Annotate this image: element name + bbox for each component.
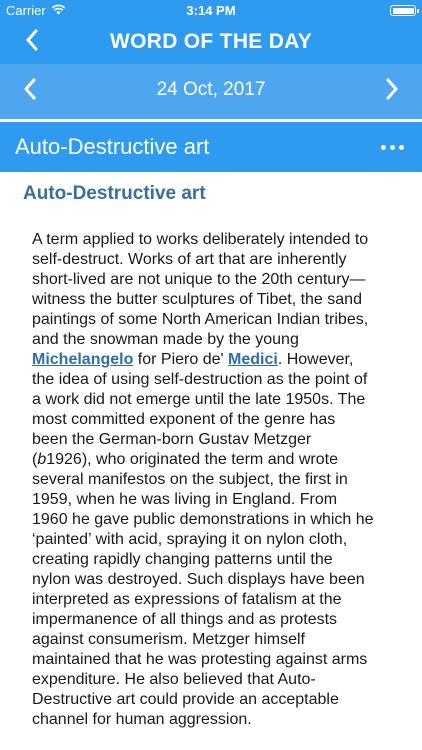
battery-icon — [390, 5, 416, 16]
chevron-right-icon — [385, 78, 399, 105]
article-heading: Auto-Destructive art — [23, 183, 206, 204]
current-date: 24 Oct, 2017 — [156, 79, 266, 100]
nav-bar — [0, 20, 422, 64]
article-text: for Piero de' — [133, 351, 229, 368]
page-title: WORD OF THE DAY — [109, 30, 313, 53]
status-bar — [0, 0, 422, 20]
word-bar — [0, 122, 422, 172]
article-body — [32, 230, 374, 730]
more-options-button[interactable] — [374, 134, 410, 160]
more-horizontal-icon — [381, 145, 386, 150]
more-horizontal-icon — [399, 145, 404, 150]
word-title: Auto-Destructive art — [15, 134, 210, 159]
article-text: 1926), who originated the term and wrote several manifestos on the subject, the first in 1959, when he was living in England. From 1960 he gave public demonstrations in which he ‘painted’ with acid, spraying it on nylon cloth, creating rapidly changing patterns until the nylon was destroyed. Such displays have been interpreted as expressions of fatalism at the impermanence of all things and as protests against consumerism. Metzger himself maintained that he was protesting against arms expenditure. He also believed that Auto-Destructive art could provide an acceptable channel for human aggression. — [32, 451, 374, 728]
status-time: 3:14 PM — [186, 3, 236, 18]
article-italic-text: b — [37, 451, 47, 468]
article-content[interactable] — [0, 172, 422, 750]
article-text: A term applied to works deliberately intended to self-destruct. Works of art that are inherently short-lived are not unique to the 20th century—witness the butter sculptures of Tibet, the sand paintings of some North American Indian tribes, and the snowman made by the young — [32, 231, 369, 348]
date-bar — [0, 64, 422, 119]
link-michelangelo[interactable]: Michelangelo — [32, 351, 134, 368]
more-horizontal-icon — [390, 145, 395, 150]
link-medici[interactable]: Medici — [228, 351, 278, 368]
carrier-label: Carrier — [6, 3, 46, 18]
next-day-button[interactable] — [378, 77, 406, 105]
article-text: . However, the idea of using self-destruction as the point of a work did not emerge until the late 1950s. The most committed exponent of the genre has been the German-born Gustav Metzger ( — [32, 351, 368, 468]
